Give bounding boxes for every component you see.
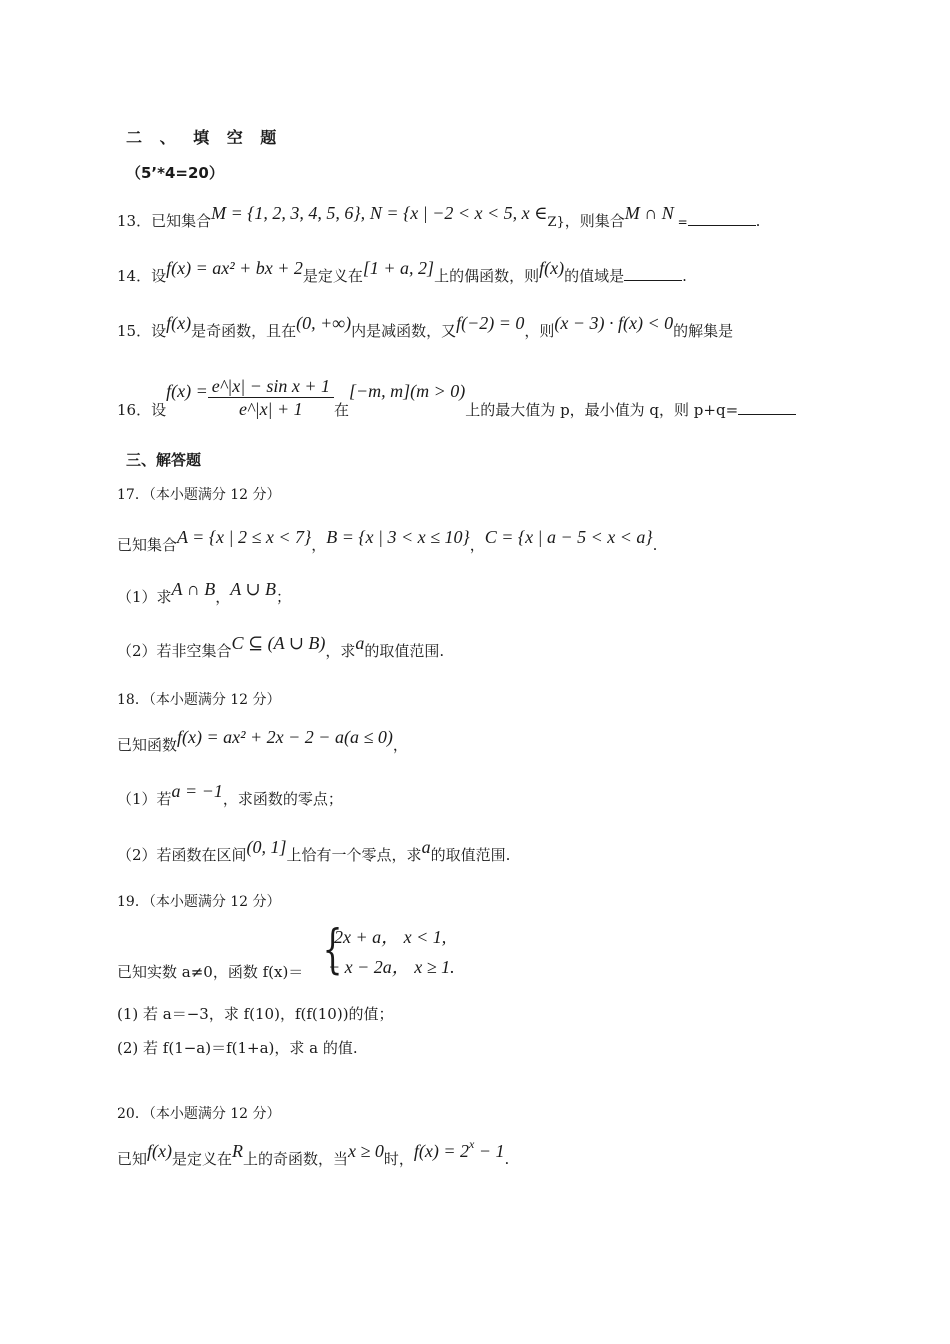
q17-p1-intersection: A ∩ B (171, 579, 216, 599)
q15-mid3: ，则 (524, 322, 555, 340)
q17-p2-subset: C ⊆ (A ∪ B) (231, 633, 326, 653)
section-heading-fill-blank: 二 、 填 空 题 (126, 128, 283, 147)
q17-p2-var: a (355, 633, 365, 653)
q13-set-m: M = {1, 2, 3, 4, 5, 6}, (211, 203, 366, 223)
q20-statement (117, 1137, 510, 1172)
q18-p1-lead: （1）若 (117, 790, 172, 808)
question-14 (117, 258, 687, 288)
q14-mid2: 上的偶函数，则 (434, 267, 540, 285)
q16-lead: 16．设 (117, 401, 167, 419)
q17-p2-mid: ，求 (325, 642, 356, 660)
q16-interval: [−m, m](m > 0) (349, 381, 466, 401)
q14-function-ref: f(x) (539, 258, 565, 278)
q16-end: 上的最大值为 p，最小值为 q，则 p+q= (465, 401, 739, 419)
q13-equals: = (673, 215, 688, 229)
q14-interval: [1 + a, 2] (362, 258, 435, 278)
q17-p1-lead: （1）求 (117, 588, 172, 606)
q15-interval: (0, +∞) (296, 313, 352, 333)
q13-set-n-end: Z} (547, 215, 565, 230)
q17-p1-sep: ， (215, 588, 231, 606)
q17-sep2: ， (469, 536, 485, 554)
question-13 (117, 203, 761, 235)
q17-title: 17．（本小题满分 12 分） (117, 487, 281, 503)
q20-end: . (504, 1150, 510, 1168)
q17-part2 (117, 633, 445, 663)
q19-case1-cond: x < 1, (403, 927, 447, 947)
q18-p2-mid: 上恰有一个零点，求 (286, 846, 422, 864)
q18-lead: 已知函数 (117, 736, 178, 754)
q14-function: f(x) = ax² + bx + 2 (166, 258, 303, 278)
q17-set-c: C = {x | a − 5 < x < a} (484, 527, 653, 547)
q16-answer-blank (738, 400, 796, 415)
q14-mid1: 是定义在 (302, 267, 363, 285)
q17-p1-union: A ∪ B (230, 579, 276, 599)
q17-statement (117, 527, 658, 557)
question-16 (117, 370, 796, 421)
q16-fraction (208, 375, 334, 420)
q14-answer-blank (624, 266, 682, 281)
q17-set-a: A = {x | 2 ≤ x < 7} (177, 527, 312, 547)
q19-case1 (334, 924, 446, 950)
q13-mid: ，则集合 (564, 212, 625, 230)
q18-p2-var: a (421, 837, 431, 857)
q16-numerator: e^|x| − sin x + 1 (208, 375, 334, 398)
q15-function: f(x) (166, 313, 192, 333)
q15-condition: f(−2) = 0 (456, 313, 525, 333)
q18-p2-lead: （2）若函数在区间 (117, 846, 247, 864)
q18-part1 (117, 781, 343, 811)
q18-end: ， (392, 736, 408, 754)
q19-case2 (328, 954, 455, 980)
q18-p2-interval: (0, 1] (246, 837, 287, 857)
q14-lead: 14．设 (117, 267, 167, 285)
q15-mid1: 是奇函数，且在 (191, 322, 297, 340)
q17-set-b: B = {x | 3 < x ≤ 10} (326, 527, 470, 547)
q18-part2 (117, 837, 511, 867)
q15-inequality: (x − 3) · f(x) < 0 (554, 313, 674, 333)
q19-case2-cond: x ≥ 1. (414, 957, 455, 977)
q18-statement (117, 727, 408, 757)
q15-lead: 15．设 (117, 322, 167, 340)
q20-domain: R (232, 1141, 244, 1161)
q19-piecewise-brace: { (322, 920, 343, 980)
q19-case1-expr: 2x + a， (334, 927, 400, 947)
q13-end: . (755, 212, 761, 230)
q17-lead: 已知集合 (117, 536, 178, 554)
q20-expr-rhs: − 1 (474, 1141, 505, 1161)
q19-part2: (2) 若 f(1−a)＝f(1+a)，求 a 的值. (117, 1039, 358, 1057)
q15-mid2: 内是减函数，又 (351, 322, 457, 340)
q15-end: 的解集是 (673, 322, 734, 340)
q18-function: f(x) = ax² + 2x − 2 − a(a ≤ 0) (177, 727, 393, 747)
q13-intersection: M ∩ N (624, 203, 674, 223)
q13-answer-blank (688, 211, 756, 226)
section-heading-answer: 三、解答题 (126, 451, 202, 469)
q20-function: f(x) (147, 1141, 172, 1161)
q19-title: 19．（本小题满分 12 分） (117, 894, 281, 910)
section-score: （5’*4=20） (126, 164, 224, 182)
q20-expr-lhs: f(x) = 2 (413, 1141, 470, 1161)
q16-denominator: e^|x| + 1 (239, 398, 303, 419)
q17-part1 (117, 579, 291, 609)
q19-lead: 已知实数 a≠0，函数 f(x)＝ (117, 963, 304, 981)
q18-title: 18．（本小题满分 12 分） (117, 692, 281, 708)
question-15 (117, 313, 734, 343)
q17-p2-lead: （2）若非空集合 (117, 642, 232, 660)
q17-sep1: ， (311, 536, 327, 554)
q20-lead: 已知 (117, 1150, 148, 1168)
q20-title: 20．（本小题满分 12 分） (117, 1106, 281, 1122)
q20-condition: x ≥ 0 (348, 1141, 384, 1161)
q13-set-n: N = {x | −2 < x < 5, x ∈ (369, 203, 548, 223)
q20-mid3: 时， (383, 1150, 414, 1168)
q16-mid1: 在 (333, 401, 349, 419)
q17-p1-end: ； (275, 588, 291, 606)
q20-expr-exponent: x (469, 1137, 475, 1151)
q20-mid1: 是定义在 (172, 1150, 233, 1168)
q14-end: . (682, 267, 687, 285)
q18-p2-end: 的取值范围. (430, 846, 511, 864)
q19-case2-expr: − x − 2a， (328, 957, 410, 977)
q19-part1: (1) 若 a＝−3，求 f(10)，f(f(10))的值； (117, 1005, 394, 1023)
q18-p1-end: ，求函数的零点； (222, 790, 343, 808)
q17-end: . (652, 536, 658, 554)
q17-p2-end: 的取值范围. (364, 642, 445, 660)
q18-p1-condition: a = −1 (171, 781, 223, 801)
q14-mid3: 的值域是 (564, 267, 625, 285)
q20-mid2: 上的奇函数，当 (243, 1150, 349, 1168)
q16-function-lhs: f(x) = (166, 381, 208, 401)
q13-lead: 13．已知集合 (117, 212, 212, 230)
